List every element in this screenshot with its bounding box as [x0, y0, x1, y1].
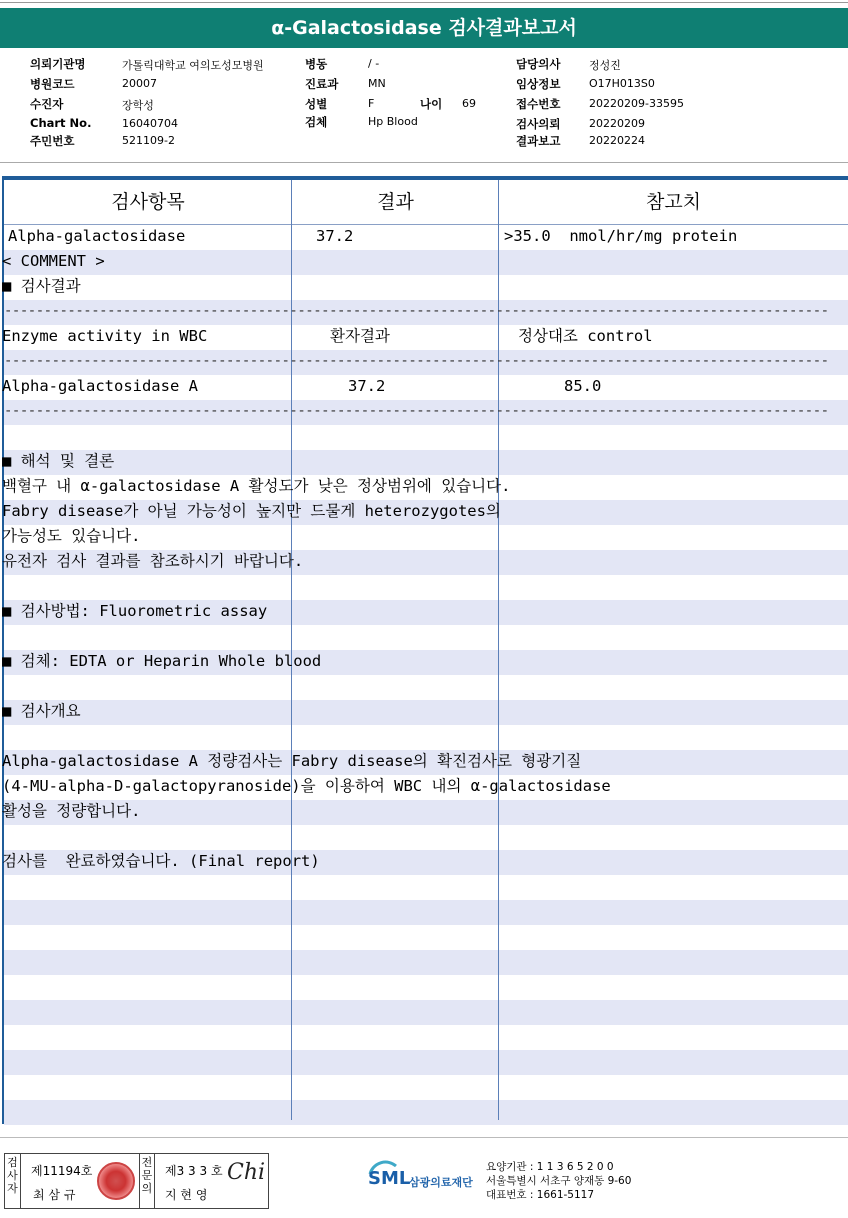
control-value: 85.0: [564, 377, 602, 395]
organization-name: 삼광의료재단: [409, 1176, 473, 1189]
ward-value: / -: [368, 57, 380, 70]
examiner-license: 제11194호: [31, 1164, 93, 1178]
institution-label: 의뢰기관명: [30, 57, 86, 71]
specimen-line: ■ 검체: EDTA or Heparin Whole blood: [2, 652, 322, 670]
ward-label: 병동: [305, 57, 328, 71]
recipient-label: 수진자: [30, 97, 64, 111]
dash-line-2: --------------------------------------------------------------------------------------------------------: [4, 353, 829, 369]
row-item: Alpha-galactosidase: [8, 227, 186, 245]
patient-value: 37.2: [348, 377, 386, 395]
resident-no-label: 주민번호: [30, 134, 75, 148]
receipt-no-label: 접수번호: [516, 97, 561, 111]
department-value: MN: [368, 77, 386, 90]
header-result: 결과: [292, 180, 499, 225]
control-column-label: 정상대조 control: [518, 327, 653, 345]
row-stripe: [4, 575, 848, 600]
info-divider: [0, 162, 848, 163]
row-stripe: [4, 1050, 848, 1075]
method-line: ■ 검사방법: Fluorometric assay: [2, 602, 268, 620]
clinical-info-label: 임상정보: [516, 77, 561, 91]
phone: 대표번호 : 1661-5117: [486, 1189, 595, 1201]
specialist-label: 전문의: [139, 1154, 155, 1208]
interpretation-line-3: 가능성도 있습니다.: [2, 527, 141, 545]
doctor-label: 담당의사: [516, 57, 561, 71]
row-reference: >35.0 nmol/hr/mg protein: [504, 227, 738, 245]
address: 서울특별시 서초구 양재동 9-60: [486, 1175, 632, 1187]
row-stripe: [4, 900, 848, 925]
row-stripe: [4, 425, 848, 450]
enzyme-name: Alpha-galactosidase A: [2, 377, 198, 395]
age-label: 나이: [420, 97, 443, 111]
interpretation-line-4: 유전자 검사 결과를 참조하시기 바랍니다.: [2, 552, 304, 570]
signature: Chi: [227, 1160, 266, 1185]
overview-line-2: (4-MU-alpha-D-galactopyranoside)을 이용하여 WBC 내의 α-galactosidase: [2, 777, 611, 795]
recipient-value: 장학성: [122, 99, 154, 112]
enzyme-column-label: Enzyme activity in WBC: [2, 327, 208, 345]
request-date-label: 검사의뢰: [516, 117, 561, 131]
hospital-code-label: 병원코드: [30, 77, 75, 91]
row-stripe: [4, 1075, 848, 1100]
signature-box: [4, 1153, 269, 1209]
row-stripe: [4, 825, 848, 850]
institution-value: 가톨릭대학교 여의도성모병원: [122, 59, 264, 72]
sex-value: F: [368, 97, 375, 110]
department-label: 진료과: [305, 77, 339, 91]
comment-header: < COMMENT >: [2, 252, 105, 270]
row-stripe: [4, 700, 848, 725]
report-title: α-Galactosidase 검사결과보고서: [0, 8, 848, 48]
interpretation-line-2: Fabry disease가 아닐 가능성이 높지만 드물게 heterozygotes의: [2, 502, 501, 520]
row-stripe: [4, 1025, 848, 1050]
final-report-line: 검사를 완료하였습니다. (Final report): [2, 852, 320, 870]
interpretation-heading: ■ 해석 및 결론: [2, 452, 115, 470]
row-stripe: [4, 250, 848, 275]
chart-no-label: Chart No.: [30, 116, 92, 130]
result-section-heading: ■ 검사결과: [2, 277, 81, 295]
footer-divider: [0, 1137, 848, 1138]
row-stripe: [4, 1000, 848, 1025]
row-stripe: [4, 275, 848, 300]
dash-line-1: --------------------------------------------------------------------------------------------------------: [4, 303, 829, 319]
row-stripe: [4, 875, 848, 900]
seal-stamp: [97, 1162, 135, 1200]
row-stripe: [4, 675, 848, 700]
doctor-value: 정성진: [589, 59, 621, 72]
clinical-info-value: O17H013S0: [589, 77, 655, 90]
report-date-value: 20220224: [589, 134, 645, 147]
patient-column-label: 환자결과: [330, 327, 390, 345]
sex-label: 성별: [305, 97, 328, 111]
resident-no-value: 521109-2: [122, 134, 175, 147]
care-institution-no: 요양기관 : 1 1 3 6 5 2 0 0: [486, 1161, 614, 1173]
specialist-name: 지 현 영: [165, 1188, 208, 1202]
request-date-value: 20220209: [589, 117, 645, 130]
overview-heading: ■ 검사개요: [2, 702, 81, 720]
contact-info: [486, 1160, 631, 1202]
row-stripe: [4, 925, 848, 950]
interpretation-line-1: 백혈구 내 α-galactosidase A 활성도가 낮은 정상범위에 있습니다.: [2, 477, 511, 495]
logo-text: SML: [368, 1168, 411, 1189]
row-stripe: [4, 625, 848, 650]
row-result: 37.2: [316, 227, 354, 245]
row-stripe: [4, 1100, 848, 1125]
examiner-label: 검사자: [5, 1154, 21, 1208]
age-value: 69: [462, 97, 476, 110]
specialist-license: 제3 3 3 호: [165, 1164, 223, 1178]
report-date-label: 결과보고: [516, 134, 561, 148]
result-table: [2, 176, 848, 1124]
specimen-label: 검체: [305, 115, 328, 129]
row-stripe: [4, 950, 848, 975]
row-stripe: [4, 450, 848, 475]
examiner-name: 최 삼 규: [33, 1188, 76, 1202]
hospital-code-value: 20007: [122, 77, 157, 90]
overview-line-1: Alpha-galactosidase A 정량검사는 Fabry disease의 확진검사로 형광기질: [2, 752, 582, 770]
specimen-value: Hp Blood: [368, 115, 418, 128]
row-stripe: [4, 725, 848, 750]
dash-line-3: --------------------------------------------------------------------------------------------------------: [4, 403, 829, 419]
header-reference: 참고치: [499, 180, 848, 225]
receipt-no-value: 20220209-33595: [589, 97, 684, 110]
patient-info-block: [0, 56, 848, 156]
header-item: 검사항목: [4, 180, 292, 225]
row-stripe: [4, 975, 848, 1000]
overview-line-3: 활성을 정량합니다.: [2, 802, 141, 820]
chart-no-value: 16040704: [122, 117, 178, 130]
top-rule: [0, 2, 848, 3]
